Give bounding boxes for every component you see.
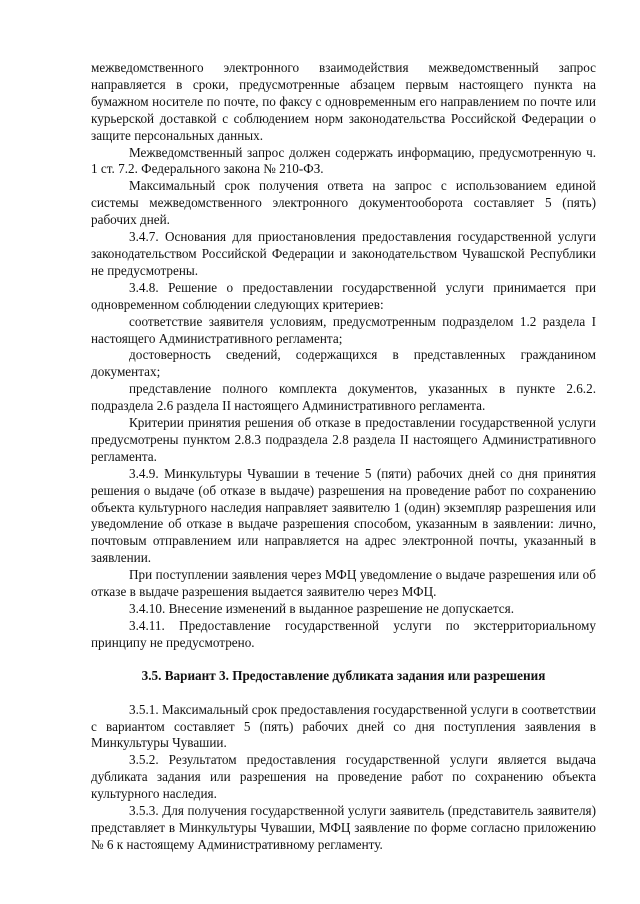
paragraph: 3.5.1. Максимальный срок предоставления государственной услуги в соответствии с вариантом составляет 5 (пять) рабочих дней со дня поступления заявления в Минкультуры Чувашии.: [91, 701, 596, 751]
paragraph: представление полного комплекта документов, указанных в пункте 2.6.2. подраздела 2.6 раздела II настоящего Административного регламента.: [91, 381, 596, 414]
paragraph: 3.4.8. Решение о предоставлении государственной услуги принимается при одновременном соблюдении следующих критериев:: [91, 279, 596, 312]
paragraph: При поступлении заявления через МФЦ уведомление о выдаче разрешения или об отказе в выдаче разрешения выдается заявителю через МФЦ.: [91, 567, 596, 600]
paragraph: соответствие заявителя условиям, предусмотренным подразделом 1.2 раздела I настоящего Административного регламента;: [91, 313, 596, 346]
section-heading: 3.5. Вариант 3. Предоставление дубликата задания или разрешения: [141, 667, 546, 683]
paragraph: Межведомственный запрос должен содержать информацию, предусмотренную ч. 1 ст. 7.2. Федерального закона № 210-ФЗ.: [91, 144, 596, 177]
paragraph: 3.5.2. Результатом предоставления государственной услуги является выдача дубликата задания или разрешения на проведение работ по сохранению объекта культурного наследия.: [91, 752, 596, 802]
paragraph: Максимальный срок получения ответа на запрос с использованием единой системы межведомственного электронного документооборота составляет 5 (пять) рабочих дней.: [91, 178, 596, 228]
paragraph: 3.4.10. Внесение изменений в выданное разрешение не допускается.: [129, 601, 515, 616]
paragraph: 3.4.7. Основания для приостановления предоставления государственной услуги законодательством Российской Федерации и законодательством Чувашской Республики не предусмотрены.: [91, 229, 596, 278]
paragraph: Критерии принятия решения об отказе в предоставлении государственной услуги предусмотрены пунктом 2.8.3 подраздела 2.8 раздела II настоящего Административного регламента.: [91, 415, 596, 464]
paragraph: межведомственного электронного взаимодействия межведомственный запрос направляется в сроки, предусмотренные абзацем первым настоящего пункта на бумажном носителе по почте, по факсу с одновременным его направлением по почте или курьерской доставкой с соблюдением норм законодательства Российской Федерации о защите персональных данных.: [91, 60, 596, 143]
paragraph: 3.4.9. Минкультуры Чувашии в течение 5 (пяти) рабочих дней со дня принятия решения о выдаче (об отказе в выдаче) разрешения на проведение работ по сохранению объекта культурного наследия направляет заявителю 1 (один) экземпляр разрешения или уведомление об отказе в выдаче разрешения способом, указанным в заявлении: лично, почтовым отправлением или направляется на адрес электронной почты, указанный в заявлении.: [91, 465, 596, 566]
paragraph: 3.4.11. Предоставление государственной услуги по экстерриториальному принципу не предусмотрено.: [91, 617, 596, 650]
paragraph: достоверность сведений, содержащихся в представленных гражданином документах;: [91, 347, 596, 380]
paragraph: 3.5.3. Для получения государственной услуги заявитель (представитель заявителя) представляет в Минкультуры Чувашии, МФЦ заявление по форме согласно приложению № 6 к настоящему Административному регламенту.: [91, 803, 596, 852]
paragraphs-top: [91, 60, 596, 652]
paragraphs-bottom: [91, 702, 596, 854]
